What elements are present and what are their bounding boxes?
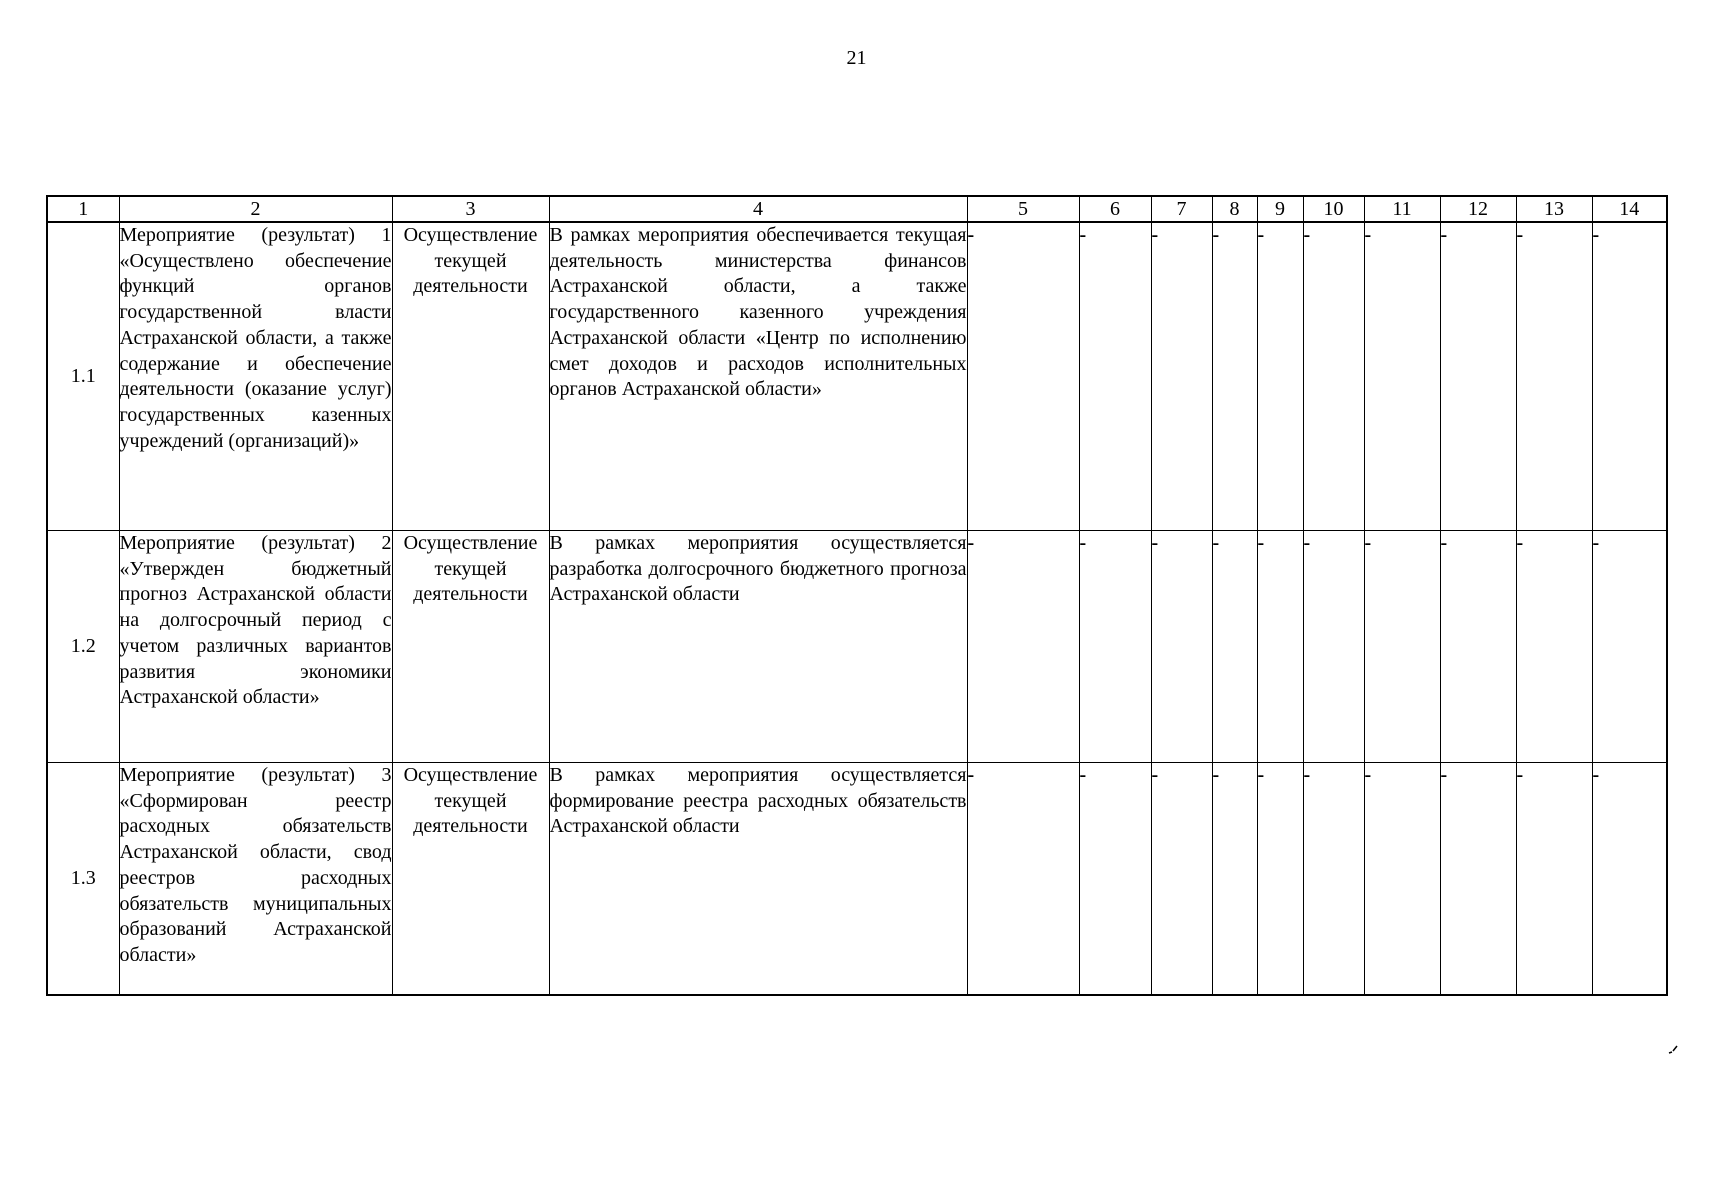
value-cell: - — [1364, 763, 1440, 996]
measure-description: В рамках мероприятия обеспечивается текущая деятельность министерства финансов Астраханской области, а также государственного казенного учреждения Астраханской области «Центр по исполнению смет доходов и расходов исполнительных органов Астраханской области» — [549, 222, 967, 531]
column-header: 6 — [1079, 196, 1151, 222]
value-cell: - — [1440, 222, 1516, 531]
value-cell: - — [1364, 222, 1440, 531]
column-header: 12 — [1440, 196, 1516, 222]
value-cell: - — [1592, 763, 1667, 996]
value-cell: - — [1212, 531, 1257, 763]
value-cell: - — [1257, 531, 1303, 763]
value-cell: - — [1257, 222, 1303, 531]
column-header: 1 — [47, 196, 119, 222]
value-cell: - — [1303, 531, 1364, 763]
column-header: 14 — [1592, 196, 1667, 222]
column-header: 7 — [1151, 196, 1212, 222]
value-cell: - — [1212, 222, 1257, 531]
column-header: 5 — [967, 196, 1079, 222]
pen-tick-mark — [1668, 1044, 1678, 1054]
row-number: 1.1 — [47, 222, 119, 531]
table-row — [47, 763, 1667, 996]
value-cell: - — [967, 763, 1079, 996]
value-cell: - — [1516, 222, 1592, 531]
value-cell: - — [1516, 763, 1592, 996]
measure-description: В рамках мероприятия осуществляется формирование реестра расходных обязательств Астраханской области — [549, 763, 967, 996]
column-header: 2 — [119, 196, 392, 222]
value-cell: - — [1079, 222, 1151, 531]
column-header: 13 — [1516, 196, 1592, 222]
page-number: 21 — [846, 47, 867, 69]
column-header: 4 — [549, 196, 967, 222]
value-cell: - — [1592, 531, 1667, 763]
column-header: 3 — [392, 196, 549, 222]
measure-name: Мероприятие (результат) 1 «Осуществлено обеспечение функций органов государственной власти Астраханской области, а также содержание и обеспечение деятельности (оказание услуг) государственных казенных учреждений (организаций)» — [119, 222, 392, 531]
table-row — [47, 222, 1667, 531]
measure-description: В рамках мероприятия осуществляется разработка долгосрочного бюджетного прогноза Астраханской области — [549, 531, 967, 763]
column-header: 10 — [1303, 196, 1364, 222]
value-cell: - — [1079, 763, 1151, 996]
value-cell: - — [1516, 531, 1592, 763]
value-cell: - — [1257, 763, 1303, 996]
header-row — [47, 196, 1667, 222]
value-cell: - — [1440, 763, 1516, 996]
value-cell: - — [1151, 763, 1212, 996]
measures-table — [46, 195, 1668, 996]
measure-type: Осуществление текущей деятельности — [392, 222, 549, 531]
column-header: 8 — [1212, 196, 1257, 222]
value-cell: - — [1303, 763, 1364, 996]
table-row — [47, 531, 1667, 763]
value-cell: - — [1303, 222, 1364, 531]
value-cell: - — [1151, 531, 1212, 763]
measure-type: Осуществление текущей деятельности — [392, 531, 549, 763]
value-cell: - — [1079, 531, 1151, 763]
column-header: 11 — [1364, 196, 1440, 222]
measure-name: Мероприятие (результат) 3 «Сформирован реестр расходных обязательств Астраханской области, свод реестров расходных обязательств муниципальных образований Астраханской области» — [119, 763, 392, 996]
value-cell: - — [967, 222, 1079, 531]
row-number: 1.3 — [47, 763, 119, 996]
measure-type: Осуществление текущей деятельности — [392, 763, 549, 996]
row-number: 1.2 — [47, 531, 119, 763]
value-cell: - — [1212, 763, 1257, 996]
value-cell: - — [1364, 531, 1440, 763]
value-cell: - — [1151, 222, 1212, 531]
value-cell: - — [1440, 531, 1516, 763]
column-header: 9 — [1257, 196, 1303, 222]
measure-name: Мероприятие (результат) 2 «Утвержден бюджетный прогноз Астраханской области на долгосрочный период с учетом различных вариантов развития экономики Астраханской области» — [119, 531, 392, 763]
value-cell: - — [1592, 222, 1667, 531]
value-cell: - — [967, 531, 1079, 763]
